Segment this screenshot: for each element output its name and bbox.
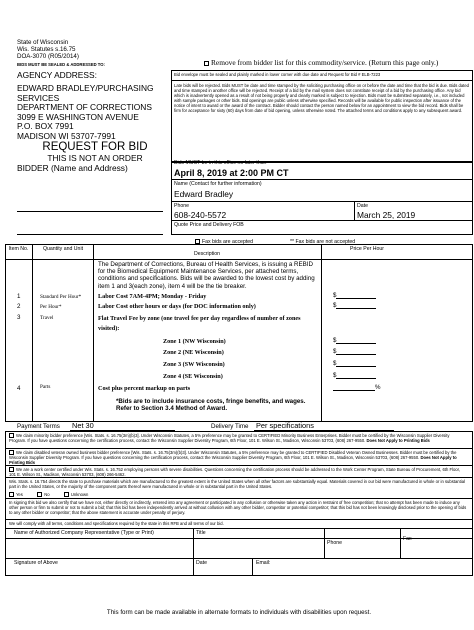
remove-label: Remove from bidder list for this commodity/service. (Return this page only.) (211, 58, 439, 67)
address-line: DEPARTMENT OF CORRECTIONS (17, 102, 152, 113)
row-unit: Standard Per Hour* (40, 294, 82, 300)
row-description: Flat Travel Fee by zone (one travel fee per day regardless of number of zones visited): (98, 315, 301, 332)
due-label: Bids MUST be in this office no later than (174, 160, 267, 166)
phone-label: Phone (174, 203, 190, 209)
fax-not-accepted-label: ** Fax bids are not accepted (290, 239, 356, 245)
zone-1-price-input[interactable]: $ (333, 337, 376, 344)
date-label: Date (357, 203, 368, 209)
zone-label: Zone 4 (SE Wisconsin) (163, 373, 223, 380)
form-id: DOA-3070 (R05/2014) (17, 53, 79, 60)
row-number: 1 (17, 293, 21, 300)
zone-label: Zone 1 (NW Wisconsin) (163, 338, 226, 345)
phone-value: 608-240-5572 (174, 210, 227, 220)
signature-input[interactable] (14, 566, 190, 575)
accessibility-footer: This form can be made available in alternate formats to individuals with disabilities upon request. (106, 609, 372, 616)
zone-3-price-input[interactable]: $ (333, 360, 376, 367)
payment-terms-label: Payment Terms (17, 423, 60, 430)
veteran-preference[interactable]: We claim disabled veteran owned business bidder preference [Wis. Stats. s. 16.75(3m)(b)3]. Under Wisconsin Statutes, a 5% preference may be granted to CERTIFIED Disabled Veteran Owned Businesses. Bidder must be certified by the Wisconsin Supplier Diversity Program. If you have questions concerning the certification process, contact the Wisconsin Supplier Diversity Program, 6th Floor, 101 E. Wilson St., Madison, Wisconsin 53703, (608) 267-9550. Does Not Apply to Printing Bids (9, 450, 457, 466)
checkbox-icon[interactable] (204, 61, 209, 66)
checkbox-icon[interactable] (37, 492, 42, 497)
price-input-2[interactable]: $ (333, 302, 376, 309)
date-value: March 25, 2019 (357, 210, 416, 220)
row-description: Labor Cost 7AM-4PM; Monday - Friday (98, 293, 207, 300)
rep-name-input[interactable] (14, 538, 190, 556)
price-input-1[interactable]: $ (333, 292, 376, 299)
markup-percent-input[interactable]: % (333, 384, 381, 391)
payment-terms-value: Net 30 (72, 421, 94, 430)
page-title: REQUEST FOR BID (42, 141, 148, 153)
col-header-price: Price Per Hour (349, 246, 385, 252)
row-unit: Per Hour* (40, 304, 62, 310)
row-description: Labor Cost other hours or days (for DOC information only) (98, 303, 256, 310)
col-header-description: Description (194, 251, 220, 257)
statutes-label: Wis. Statutes s.16.75 (17, 46, 76, 53)
comply-statement: We will comply with all terms, conditions and specifications required by the state in this RFB and all terms of our bid. (9, 521, 224, 526)
due-value: April 8, 2019 at 2:00 PM CT (174, 168, 289, 178)
checkbox-icon[interactable] (9, 492, 14, 497)
table-intro: The Department of Corrections, Bureau of Health Services, is issuing a REBID for the Biomedical Equipment Maintenance Services, per attached terms, conditions and specifications. Bids will be awarded to the lowest cost by adding item 1 and 3(each zone), item 4 will be the tie breaker. (98, 261, 315, 290)
bidder-label: BIDDER (Name and Address) (17, 163, 128, 173)
late-bids-text: Late bids will be rejected. Bids MUST be date and time stamped by the soliciting purchasing office on or before the date and time that the bid is due. Bids dated and time stamped in another office will be rejected. Receipt of a bid by the mail system does not constitute receipt of a bid by the purchasing office. Any bid which is inadvertently opened as a result of not being properly and clearly marked is subject to rejection. Bids must be submitted separately, i.e., not included with sample packages or other bids. Bid openings are public unless otherwise specified. Records will be available for public inspection after issuance of the notice of intent to award or the award of the contract. Bidder should contact the person named below for an appointment to view the bid record. Bids shall be firm for acceptance for sixty (60) days from date of bid opening, unless otherwise noted. The attached terms and conditions apply to any subsequent award. (174, 83, 470, 113)
address-line: 3099 E WASHINGTON AVENUE (17, 111, 139, 122)
row-unit: Parts (40, 384, 51, 390)
address-line: SERVICES (17, 92, 60, 103)
agency-address-label: AGENCY ADDRESS: (17, 70, 97, 80)
fax-accepted-option[interactable]: Fax bids are accepted (195, 239, 253, 245)
zone-2-price-input[interactable]: $ (333, 348, 376, 355)
envelope-note: Bid envelope must be sealed and plainly marked in lower corner with due date and Request for Bid # ELB-7223 (174, 72, 381, 77)
address-line: P.O. BOX 7991 (17, 121, 74, 132)
bid-number: ELB-7223 (361, 72, 381, 77)
row-number: 3 (17, 314, 21, 321)
delivery-time-label: Delivery Time (211, 423, 249, 430)
contact-label: Name (Contact for further information) (174, 181, 262, 187)
address-line: MADISON WI 53707-7991 (17, 130, 116, 141)
email-label: Email: (256, 560, 271, 566)
work-center-cert[interactable]: We are a work center certified under Wis. Stats. s. 16.752 employing persons with severe disabilities. Questions concerning the certification process should be addressed to the Work Center Program, State Bureau of Procurement, 6th Floor, 101 E. Wilson St., Madison, Wisconsin 53703, (608) 266-5462. (9, 467, 460, 478)
remove-from-list[interactable] (204, 59, 438, 68)
fax-input[interactable] (415, 538, 470, 556)
sig-date-input[interactable] (196, 566, 250, 575)
us-made-options[interactable]: Yes No Unknown (9, 492, 88, 497)
us-made-statement: Wis. Stats. s. 16.754 directs the state to purchase materials which are manufactured to the greatest extent in the United States when all other factors are substantially equal. Materials covered in our bid were manufactured in whole or in substantial part in the United States, or the majority of the component parts thereof were manufactured in whole or in substantial part in the United States. (9, 479, 465, 489)
row-number: 2 (17, 303, 21, 310)
zone-label: Zone 3 (SW Wisconsin) (163, 361, 225, 368)
quote-label: Quote Price and Delivery FOB (174, 222, 244, 228)
bidder-line (17, 211, 163, 212)
state-label: State of Wisconsin (17, 39, 69, 46)
checkbox-icon[interactable] (64, 492, 69, 497)
sealed-notice: BIDS MUST BE SEALED & ADDRESSED TO: (17, 62, 105, 67)
col-header-quantity: Quantity and Unit (42, 246, 84, 252)
email-input[interactable] (276, 560, 470, 575)
table-header-divider (5, 259, 473, 260)
address-line: EDWARD BRADLEY/PURCHASING (17, 83, 154, 93)
row-unit: Travel (40, 315, 54, 321)
row-description: Cost plus percent markup on parts (98, 385, 191, 392)
phone-field-label: Phone (327, 540, 343, 546)
col-header-item: Item No. (8, 246, 29, 252)
agency-address (17, 84, 154, 142)
delivery-time-value: Per specifications (256, 421, 314, 430)
sig-date-label: Date (196, 560, 207, 566)
bidder-line (17, 234, 163, 235)
phone-input[interactable] (345, 538, 397, 556)
zone-label: Zone 2 (NE Wisconsin) (163, 349, 224, 356)
signature-label: Signature of Above (14, 560, 58, 566)
signing-certification: In signing this bid we also certify that we have not, either directly or indirectly, entered into any agreement or participated in any collusion or otherwise taken any action in restraint of free competition; that no attempt has been made to induce any other person or firm to submit or not to submit a bid; that this bid has been independently arrived at without collusion with any other bidder, competitor or potential competitor; that this bid has not been knowingly disclosed prior to the opening of bids to any other bidder or competitor; that the above statement is accurate under penalty of perjury. (9, 500, 467, 515)
title-input[interactable] (196, 538, 321, 556)
minority-preference[interactable]: We claim minority bidder preference [Wis. Stats. s. 16.75(3m)(b)3]. Under Wisconsin Statutes, a 5% preference may be granted to CERTIFIED Minority Business Enterprises. Bidder must be certified by the Wisconsin Supplier Diversity Program. If you have questions concerning the certification process, contact the Wisconsin Supplier Diversity Program, 6th Floor, 101 E. Wilson St., Madison, Wisconsin 53703, (608) 267-9550. Does Not Apply to Printing Bids (9, 433, 450, 444)
contact-value: Edward Bradley (174, 189, 234, 199)
not-order-notice: THIS IS NOT AN ORDER (47, 153, 143, 163)
row-number: 4 (17, 385, 21, 392)
rep-name-label: Name of Authorized Company Representative (Type or Print) (14, 530, 154, 536)
zone-4-price-input[interactable]: $ (333, 372, 376, 379)
table-footnote: *Bids are to include insurance costs, fringe benefits, and wages. Refer to Section 3.4 Method of Award. (116, 398, 306, 413)
title-label: Title (196, 530, 206, 536)
fax-field-label: Fax (403, 536, 412, 542)
